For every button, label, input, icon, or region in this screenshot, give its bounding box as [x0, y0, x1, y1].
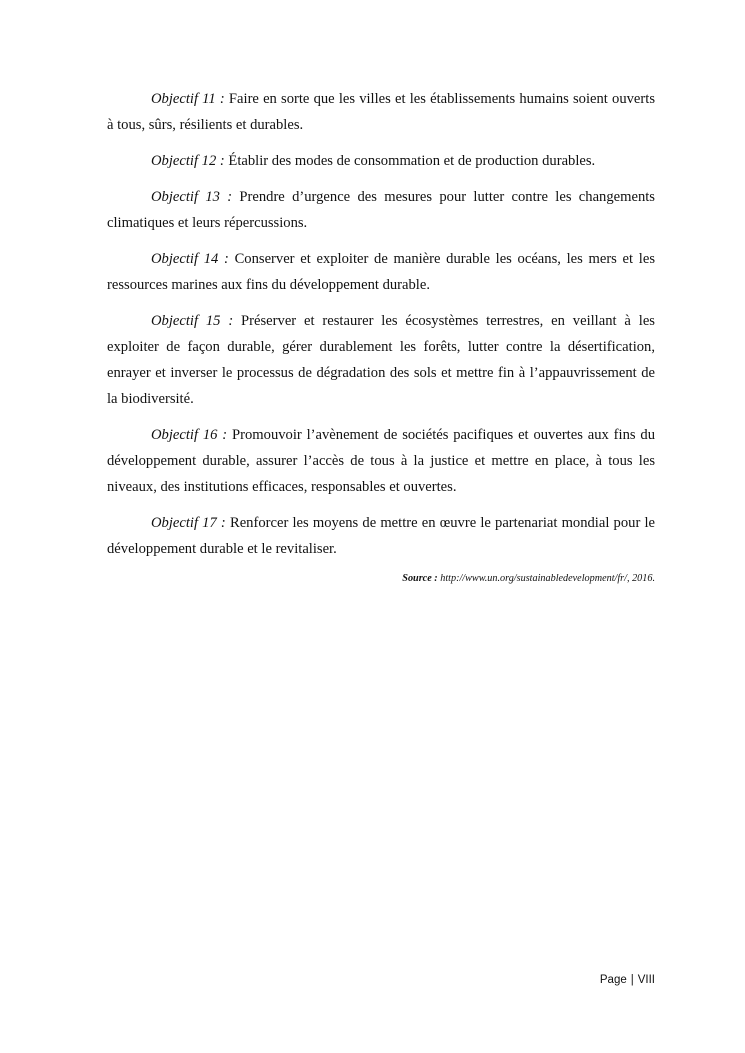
objective-label: Objectif 11 :: [151, 91, 225, 107]
objective-text: Faire en sorte que les villes et les établissements humains soient ouverts à tous, sûrs, résilients et durables.: [107, 91, 655, 133]
objective-text: Renforcer les moyens de mettre en œuvre le partenariat mondial pour le développement durable et le revitaliser.: [107, 515, 655, 557]
page-number: VIII: [637, 974, 655, 986]
objective-paragraph: [107, 422, 655, 500]
objective-text: Établir des modes de consommation et de production durables.: [228, 153, 596, 169]
objective-paragraph: [107, 148, 655, 174]
footer-separator: |: [630, 974, 634, 986]
objective-text: Préserver et restaurer les écosystèmes terrestres, en veillant à les exploiter de façon durable, gérer durablement les forêts, lutter contre la désertification, enrayer et inverser le processus de dégradation des sols et mettre fin à l’appauvrissement de la biodiversité.: [107, 313, 655, 407]
objective-label: Objectif 16 :: [151, 427, 228, 443]
page-footer: [600, 974, 655, 986]
objective-text: Conserver et exploiter de manière durable les océans, les mers et les ressources marines aux fins du développement durable.: [107, 251, 655, 293]
objective-text: Promouvoir l’avènement de sociétés pacifiques et ouvertes aux fins du développement durable, assurer l’accès de tous à la justice et mettre en place, à tous les niveaux, des institutions efficaces, responsables et ouvertes.: [107, 427, 655, 495]
objective-paragraph: [107, 184, 655, 236]
objective-label: Objectif 17 :: [151, 515, 226, 531]
objective-text: Prendre d’urgence des mesures pour lutter contre les changements climatiques et leurs répercussions.: [107, 189, 655, 231]
objective-paragraph: [107, 308, 655, 412]
objective-label: Objectif 13 :: [151, 189, 233, 205]
objective-label: Objectif 15 :: [151, 313, 234, 329]
source-url: http://www.un.org/sustainabledevelopment/fr/, 2016.: [440, 573, 655, 584]
objective-paragraph: [107, 246, 655, 298]
source-citation: [107, 572, 655, 586]
page-label: Page: [599, 974, 627, 986]
objective-label: Objectif 14 :: [151, 251, 229, 267]
page-content: [107, 86, 655, 586]
objective-label: Objectif 12 :: [151, 153, 225, 169]
objective-paragraph: [107, 510, 655, 562]
objective-paragraph: [107, 86, 655, 138]
source-label: Source :: [402, 573, 438, 584]
